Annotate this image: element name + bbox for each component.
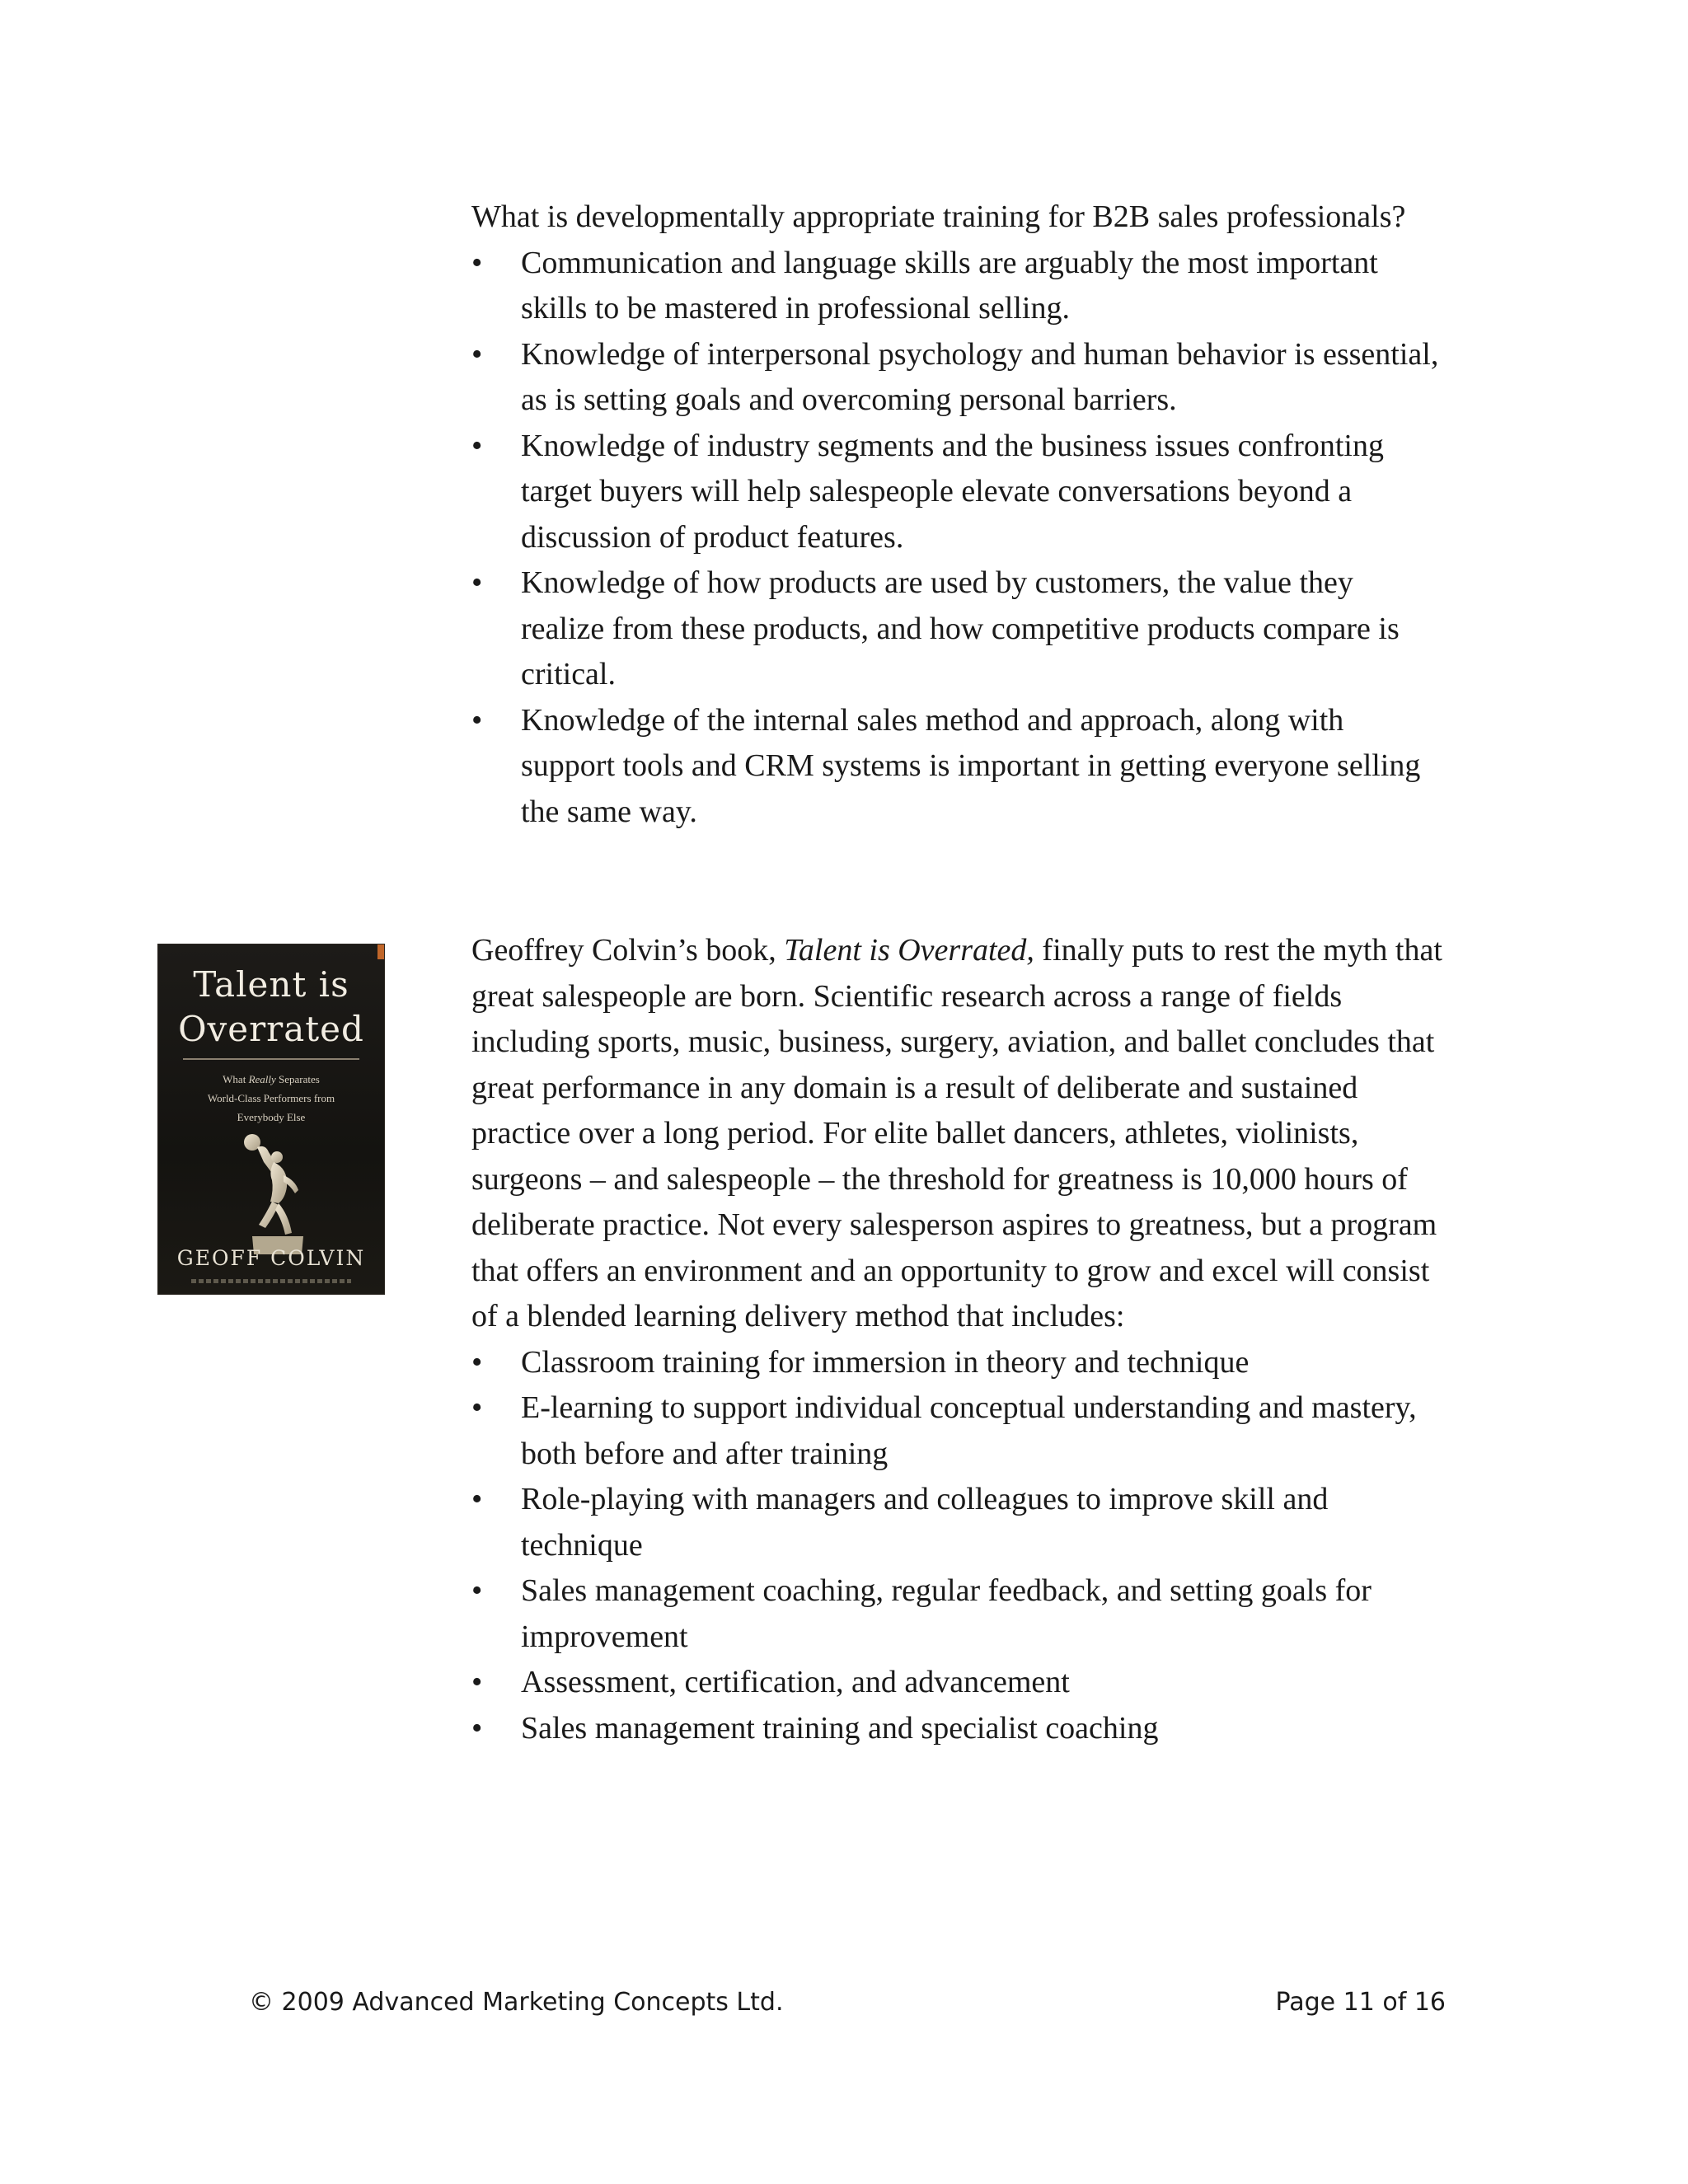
- list-item: [471, 241, 1444, 332]
- bullet-glyph: •: [471, 1390, 483, 1425]
- bullet-glyph: •: [471, 1665, 483, 1699]
- cover-fine-print: [191, 1279, 351, 1283]
- bullet-text: Sales management coaching, regular feedback, and setting goals for improvement: [521, 1573, 1372, 1654]
- delivery-method-list: [471, 1340, 1444, 1752]
- list-item: [471, 332, 1444, 424]
- list-item: [471, 560, 1444, 698]
- bullet-text: Role-playing with managers and colleagues to improve skill and technique: [521, 1482, 1329, 1563]
- book-cover-image: [158, 944, 384, 1294]
- bullet-glyph: •: [471, 1482, 483, 1516]
- bullet-text: Communication and language skills are arguably the most important skills to be mastered in professional selling.: [521, 245, 1378, 326]
- list-item: [471, 1340, 1444, 1386]
- cover-subtitle-line2: World-Class Performers from: [207, 1092, 335, 1104]
- bullet-text: Knowledge of how products are used by customers, the value they realize from these products, and how competitive products compare is critical.: [521, 565, 1400, 691]
- bullet-glyph: •: [471, 1573, 483, 1608]
- bullet-text: Classroom training for immersion in theory and technique: [521, 1344, 1250, 1380]
- bullet-text: Knowledge of the internal sales method and approach, along with support tools and CRM systems is important in getting everyone selling the same way.: [521, 702, 1421, 829]
- footer-copyright: © 2009 Advanced Marketing Concepts Ltd.: [249, 1988, 784, 2017]
- discobolus-statue-icon: [241, 1132, 315, 1254]
- intro-section: [471, 194, 1444, 835]
- list-item: [471, 1385, 1444, 1477]
- bullet-glyph: •: [471, 565, 483, 600]
- cover-subtitle: [166, 1070, 376, 1127]
- bullet-text: E-learning to support individual conceptual understanding and mastery, both before and after training: [521, 1390, 1417, 1471]
- bullet-glyph: •: [471, 1344, 483, 1380]
- list-item: [471, 1660, 1444, 1706]
- cover-subtitle-line3: Everybody Else: [237, 1111, 306, 1123]
- bullet-text: Knowledge of interpersonal psychology and human behavior is essential, as is setting goals and overcoming personal barriers.: [521, 336, 1439, 417]
- colvin-section: [471, 928, 1444, 1751]
- cover-subtitle-line1: What Really Separates: [223, 1073, 320, 1085]
- list-item: [471, 1477, 1444, 1568]
- bullet-text: Assessment, certification, and advancement: [521, 1665, 1070, 1699]
- cover-author: GEOFF COLVIN: [176, 1246, 366, 1270]
- footer-page-number: Page 11 of 16: [1275, 1988, 1446, 2017]
- list-item: [471, 1706, 1444, 1752]
- intro-bullet-list: [471, 241, 1444, 836]
- colvin-paragraph: Geoffrey Colvin’s book, Talent is Overrated, finally puts to rest the myth that great salespeople are born. Scientific research across a range of fields including sports, music, business, surgery, aviation, and ballet concludes that great performance in any domain is a result of deliberate and sustained practice over a long period. For elite ballet dancers, athletes, violinists, surgeons – and salespeople – the threshold for greatness is 10,000 hours of deliberate practice. Not every salesperson aspires to greatness, but a program that offers an environment and an opportunity to grow and excel will consist of a blended learning delivery method that includes:: [471, 933, 1442, 1333]
- bullet-glyph: •: [471, 245, 483, 280]
- cover-divider: [183, 1058, 359, 1060]
- list-item: [471, 698, 1444, 836]
- intro-question: What is developmentally appropriate training for B2B sales professionals?: [471, 199, 1406, 234]
- book-title-italic: Talent is Overrated,: [784, 933, 1034, 968]
- cover-title-line2: Overrated: [178, 1009, 364, 1049]
- bullet-text: Sales management training and specialist coaching: [521, 1710, 1159, 1746]
- bullet-text: Knowledge of industry segments and the business issues confronting target buyers will help salespeople elevate conversations beyond a discussion of product features.: [521, 428, 1384, 555]
- bullet-glyph: •: [471, 702, 483, 738]
- bullet-glyph: •: [471, 1710, 483, 1746]
- list-item: [471, 1568, 1444, 1660]
- bullet-glyph: •: [471, 428, 483, 463]
- bullet-glyph: •: [471, 336, 483, 372]
- list-item: [471, 424, 1444, 561]
- cover-title-line1: Talent is: [193, 964, 349, 1005]
- cover-accent: [377, 944, 384, 959]
